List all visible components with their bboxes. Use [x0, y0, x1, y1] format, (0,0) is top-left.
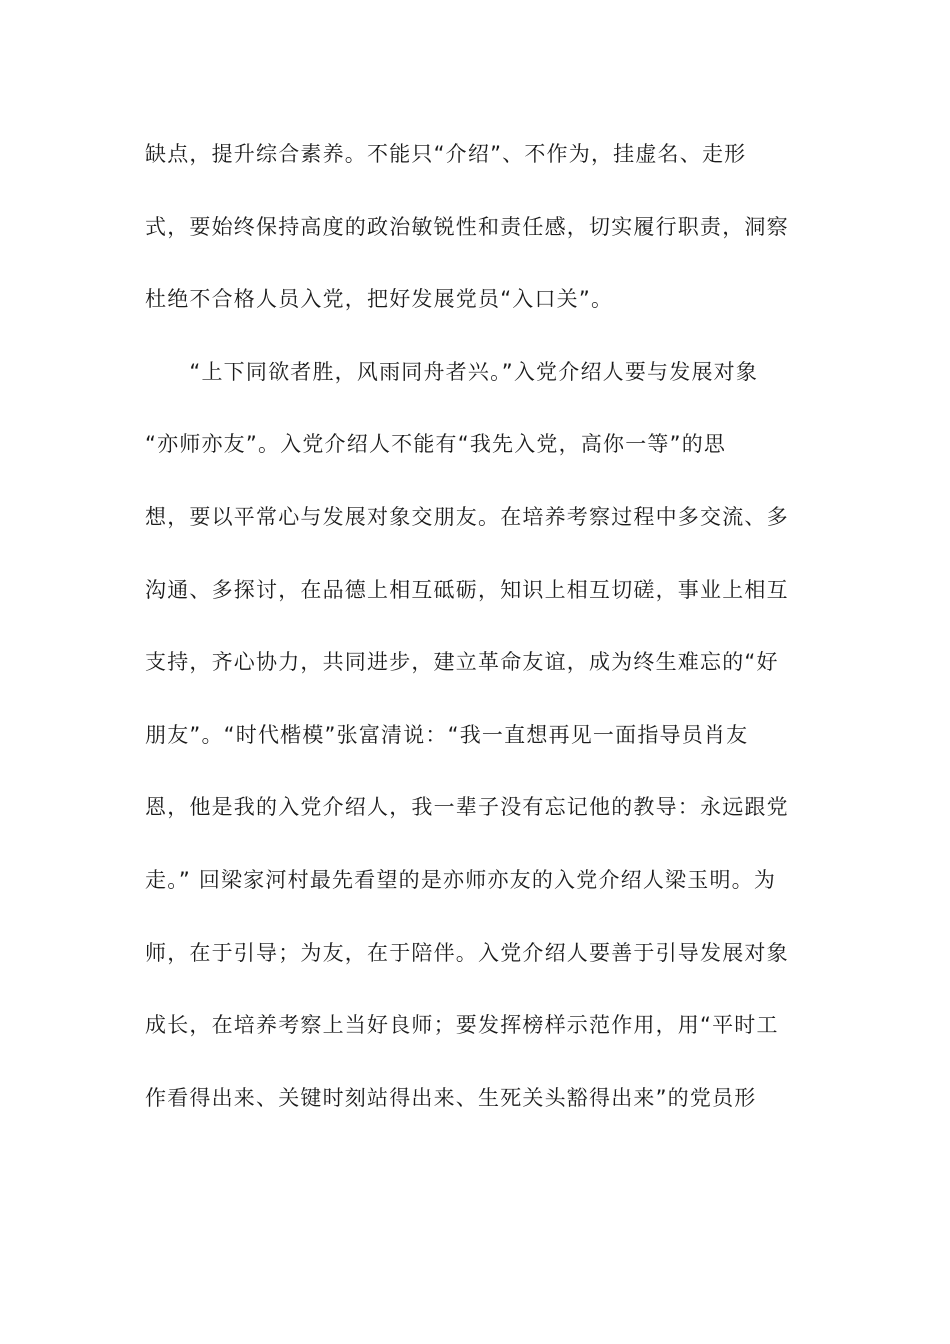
- text-line: 支持，齐心协力，共同进步，建立革命友谊，成为终生难忘的“好: [145, 650, 779, 675]
- body-text: [145, 131, 825, 1147]
- text-line: 作看得出来、关键时刻站得出来、生死关头豁得出来”的党员形: [145, 1085, 757, 1110]
- text-line: 成长，在培养考察上当好良师；要发挥榜样示范作用，用“平时工: [145, 1013, 779, 1038]
- text-line: 想，要以平常心与发展对象交朋友。在培养考察过程中多交流、多: [145, 504, 789, 529]
- text-line: “上下同欲者胜，风雨同舟者兴。”入党介绍人要与发展对象: [145, 359, 759, 384]
- text-line: 走。” 回梁家河村最先看望的是亦师亦友的入党介绍人梁玉明。为: [145, 867, 777, 892]
- text-line: 缺点，提升综合素养。不能只“介绍”、不作为，挂虚名、走形: [145, 142, 747, 166]
- text-line: 朋友”。“时代楷模”张富清说：“我一直想再见一面指导员肖友: [145, 722, 749, 747]
- text-line: “亦师亦友”。入党介绍人不能有“我先入党，高你一等”的思: [145, 432, 727, 457]
- text-line: 师，在于引导；为友，在于陪伴。入党介绍人要善于引导发展对象: [145, 940, 789, 965]
- text-line: 沟通、多探讨，在品德上相互砥砺，知识上相互切磋，事业上相互: [145, 577, 789, 602]
- text-line: 杜绝不合格人员入党，把好发展党员“入口关”。: [145, 287, 614, 312]
- text-line: 式，要始终保持高度的政治敏锐性和责任感，切实履行职责，洞察: [145, 214, 789, 239]
- text-line: 恩，他是我的入党介绍人，我一辈子没有忘记他的教导：永远跟党: [145, 795, 789, 820]
